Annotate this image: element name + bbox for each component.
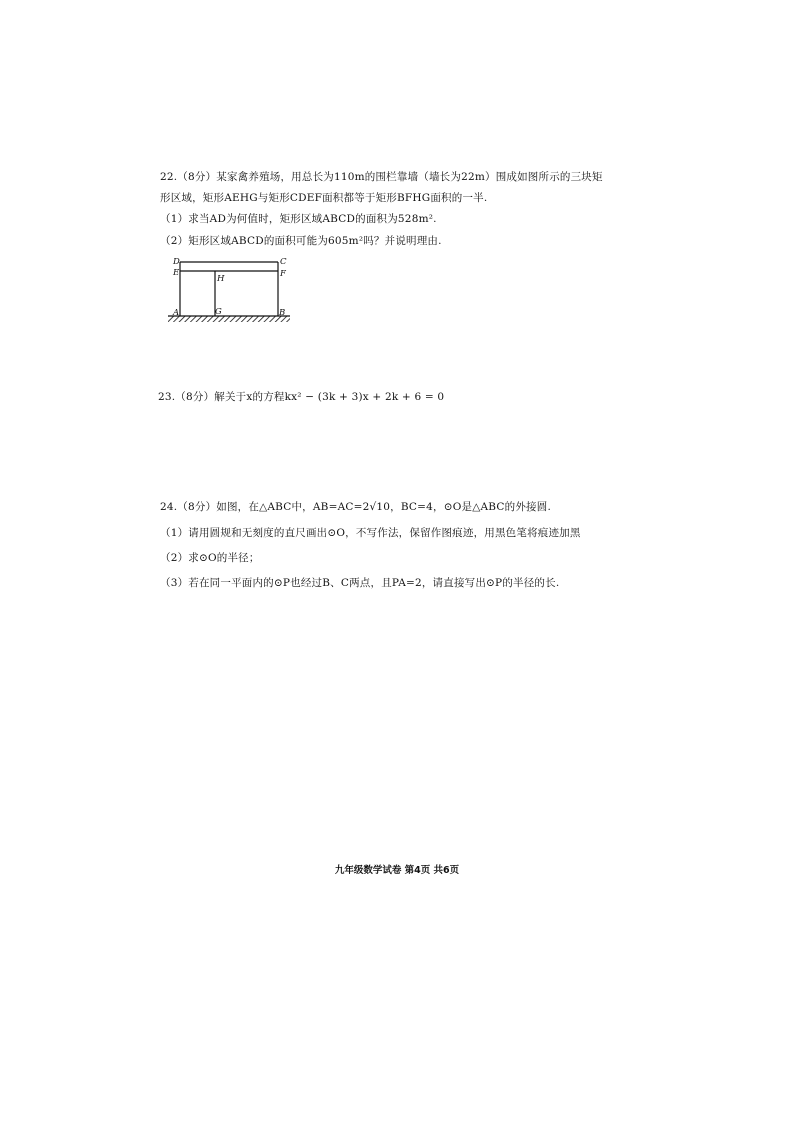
label-A: A — [173, 308, 180, 318]
label-D: D — [173, 257, 180, 267]
page-footer: 九年级数学试卷 第4页 共6页 — [334, 865, 460, 876]
q23-line1: 23.（8分）解关于x的方程kx² − (3k + 3)x + 2k + 6 = 0 — [158, 391, 445, 403]
q22-line2: 形区域，矩形AEHG与矩形CDEF面积都等于矩形BFHG面积的一半. — [160, 192, 488, 204]
wall-hatching — [168, 316, 290, 322]
q22-part2: （2）矩形区域ABCD的面积可能为605m²吗？并说明理由. — [160, 235, 442, 247]
q22-rectangle-figure — [160, 250, 300, 330]
q24-line1: 24.（8分）如图，在△ABC中，AB=AC=2√10，BC=4，⊙O是△ABC的外接圆. — [160, 501, 551, 513]
label-E: E — [173, 268, 180, 278]
label-C: C — [280, 257, 287, 267]
label-F: F — [280, 269, 286, 279]
q24-part1: （1）请用圆规和无刻度的直尺画出⊙O，不写作法，保留作图痕迹，用黑色笔将痕迹加黑 — [160, 527, 581, 539]
q22-part1: （1）求当AD为何值时，矩形区域ABCD的面积为528m². — [160, 213, 437, 225]
q24-part2: （2）求⊙O的半径； — [160, 552, 260, 564]
label-B: B — [279, 308, 286, 318]
label-G: G — [215, 307, 222, 317]
q22-line1: 22.（8分）某家禽养殖场，用总长为110m的围栏靠墙（墙长为22m）围成如图所示的三块矩 — [160, 171, 603, 183]
q24-part3: （3）若在同一平面内的⊙P也经过B、C两点，且PA=2，请直接写出⊙P的半径的长. — [160, 577, 560, 589]
label-H: H — [217, 274, 225, 284]
